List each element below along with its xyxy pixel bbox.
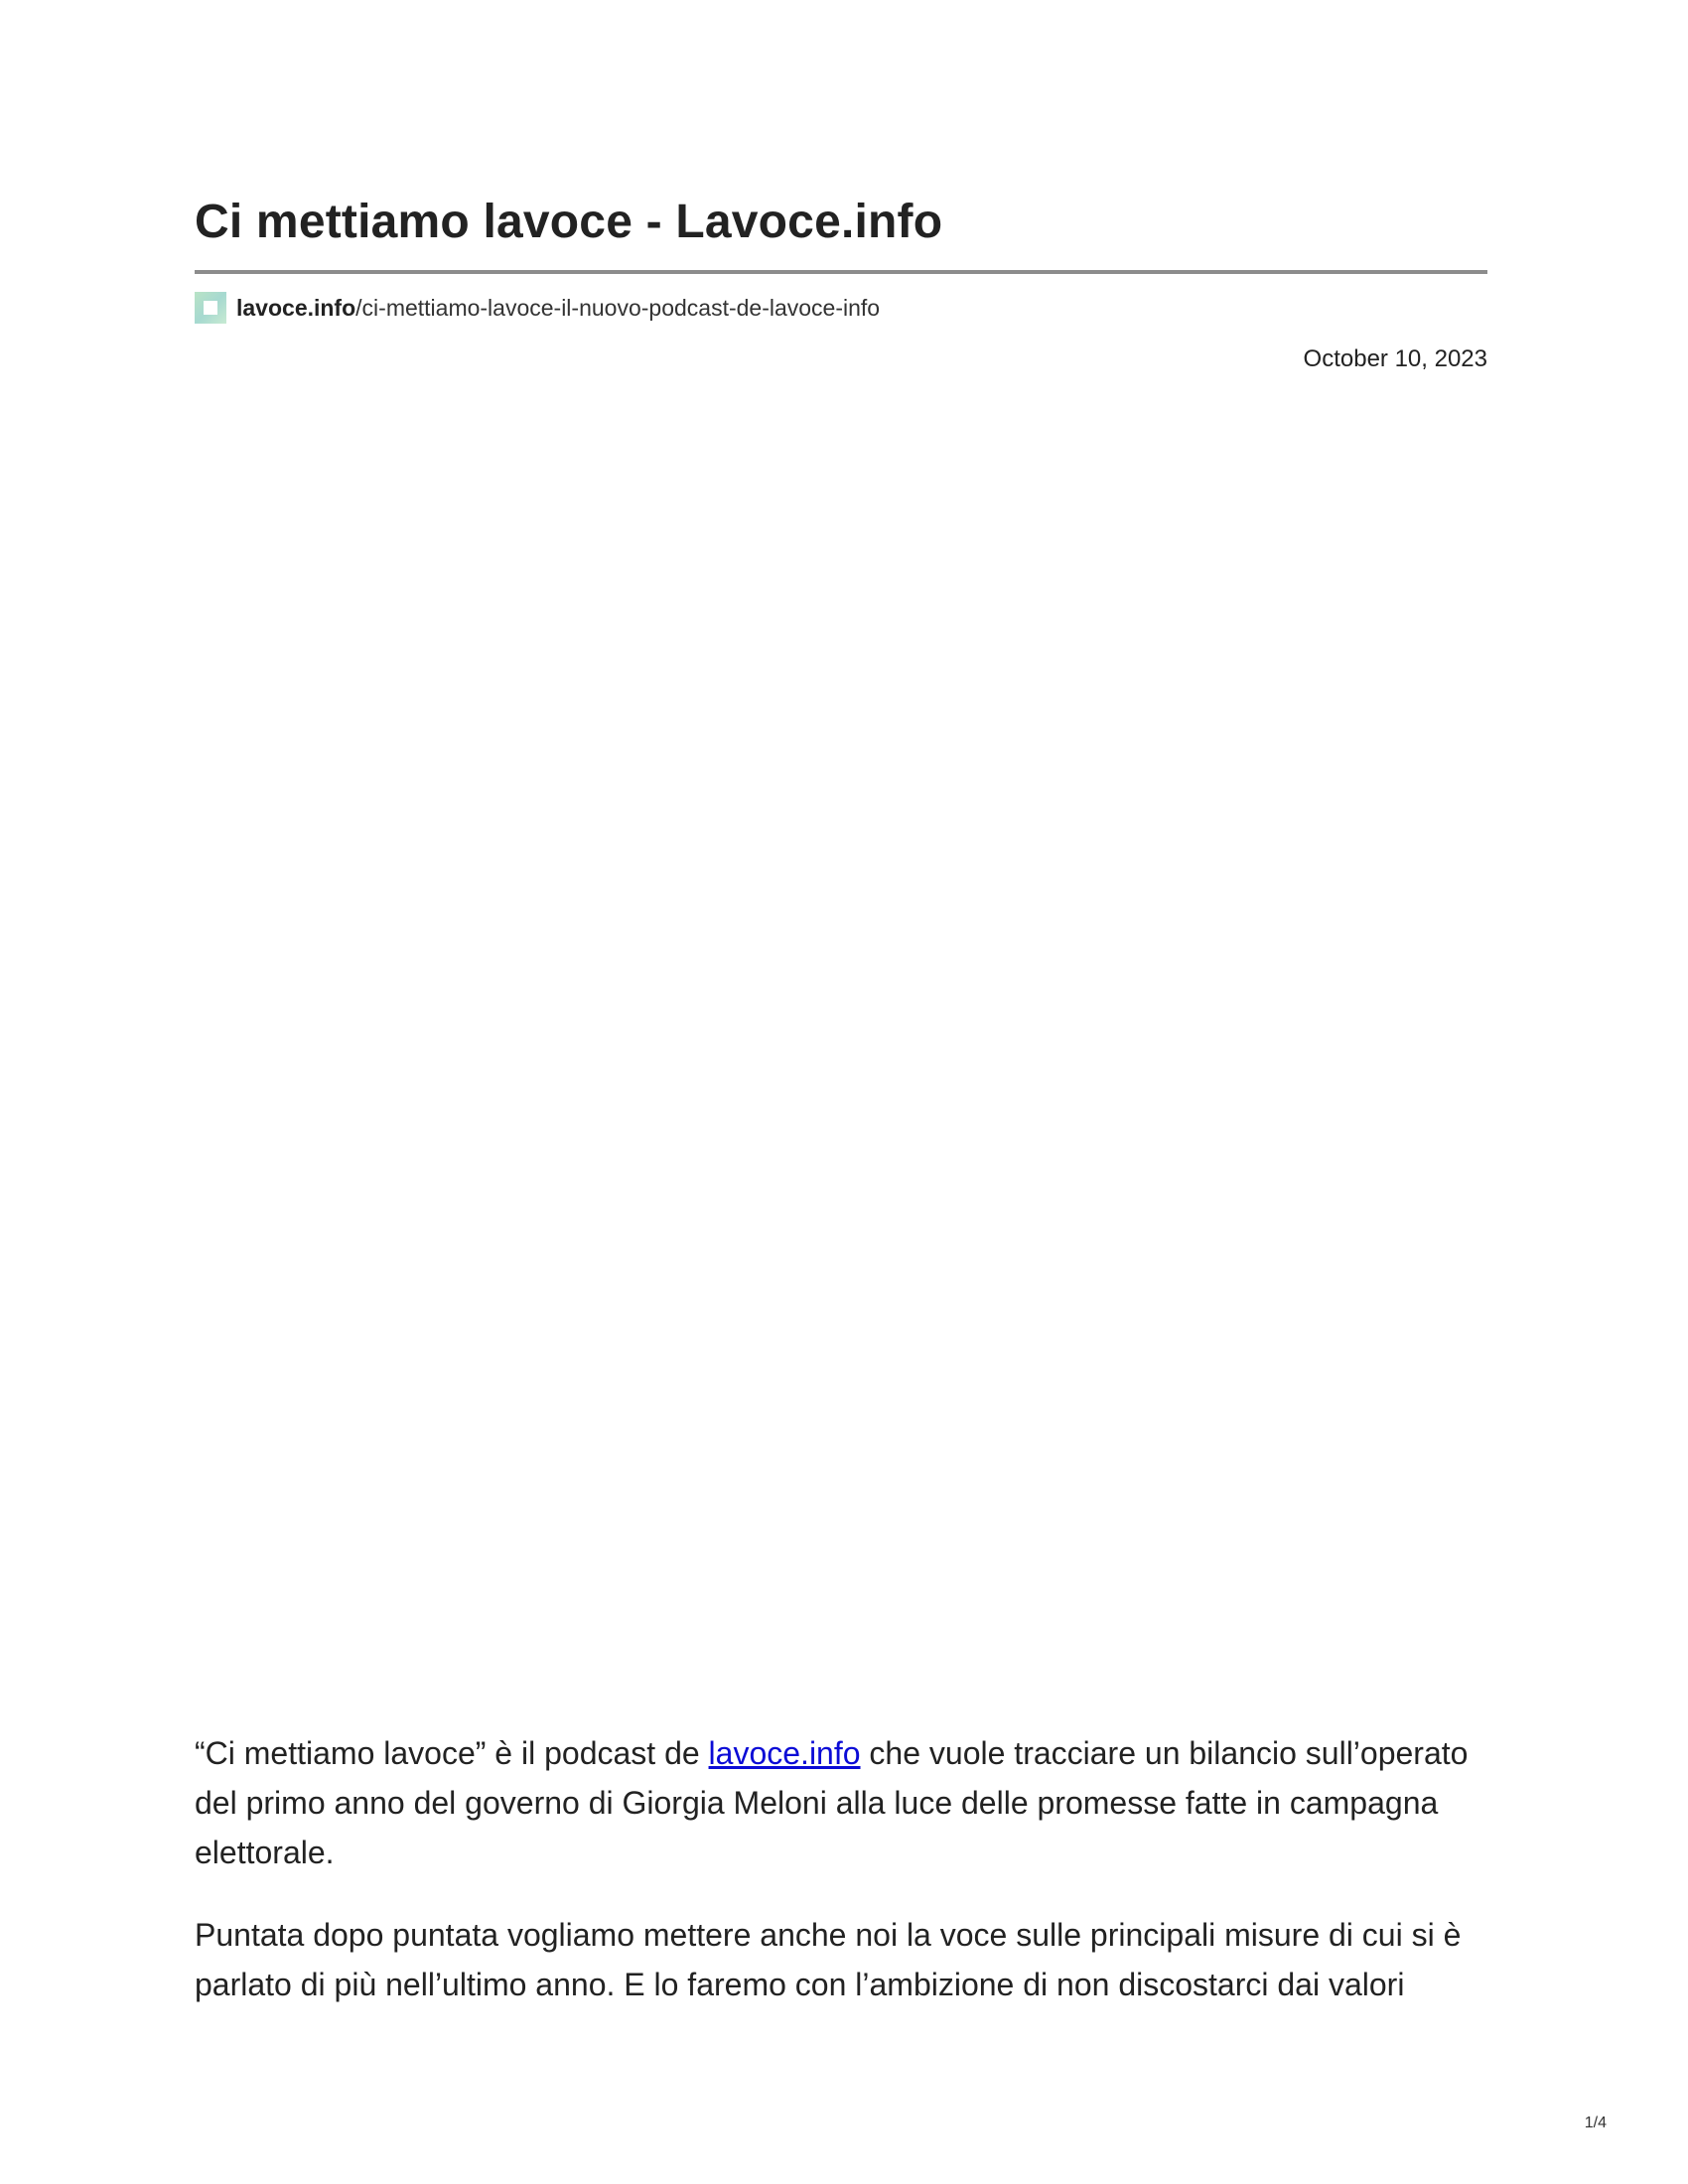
paragraph-1-text-end: che vuole tracciare un bilancio sull’operato del primo anno del governo di Giorgia Meloni alla luce delle promesse fatte in campagna elettorale.: [195, 1735, 1469, 1870]
publish-date: October 10, 2023: [1303, 345, 1487, 372]
source-domain: lavoce.info: [236, 294, 356, 321]
source-path: /ci-mettiamo-lavoce-il-nuovo-podcast-de-lavoce-info: [355, 294, 881, 321]
paragraph-1-text-start: “Ci mettiamo lavoce” è il podcast de: [195, 1735, 709, 1771]
paragraph-2: Puntata dopo puntata vogliamo mettere anche noi la voce sulle principali misure di cui si è parlato di più nell’ultimo anno. E lo faremo con l’ambizione di non discostarci dai valori: [195, 1917, 1462, 2002]
site-favicon-icon: [195, 292, 226, 324]
paragraph-1: [195, 1728, 1495, 1877]
source-url[interactable]: [195, 292, 880, 324]
page-title: Ci mettiamo lavoce - Lavoce.info: [195, 196, 943, 248]
page-number: 1/4: [1584, 2115, 1607, 2131]
lavoce-info-link[interactable]: lavoce.info: [708, 1735, 861, 1771]
title-divider: [195, 270, 1487, 274]
